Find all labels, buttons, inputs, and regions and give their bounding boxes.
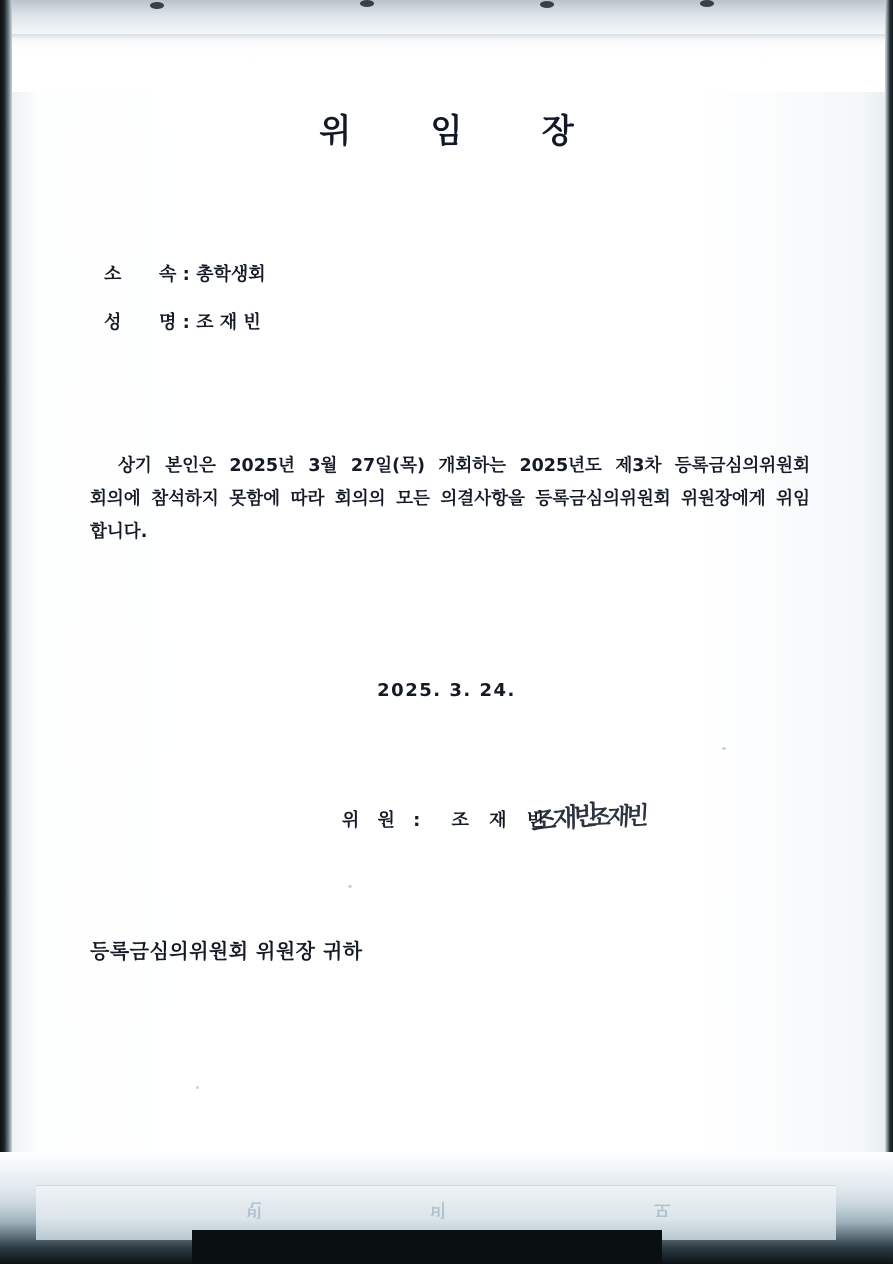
handwritten-signature-text: 조재빈 — [531, 800, 595, 839]
signature-line — [0, 806, 893, 832]
addressee-line: 등록금심의위원회 위원장 귀하 — [90, 939, 363, 963]
scan-ghost-text-left: 빈 — [246, 1199, 263, 1219]
document-title: 위 임 장 — [319, 111, 608, 150]
document-date: 2025. 3. 24. — [377, 680, 516, 701]
signature-label: 위 원 : — [341, 810, 427, 831]
handwritten-signature-overlap: 조재빈 — [587, 800, 647, 833]
signature-name: 조 재 빈 — [451, 810, 552, 831]
field-affiliation: 소 속 : 총학생회 — [104, 264, 266, 285]
field-name: 성 명 : 조 재 빈 — [104, 312, 261, 333]
scan-bottom-shadow-block — [192, 1230, 662, 1264]
scan-ghost-text-mid: 비 — [430, 1199, 447, 1219]
scan-ghost-text-right: 모 — [654, 1199, 671, 1219]
delegation-body-paragraph: 상기 본인은 2025년 3월 27일(목) 개회하는 2025년도 제3차 등록금심의위원회 회의에 참석하지 못함에 따라 회의의 모든 의결사항을 등록금심의위원회 위원장에게 위임합니다. — [90, 456, 810, 542]
